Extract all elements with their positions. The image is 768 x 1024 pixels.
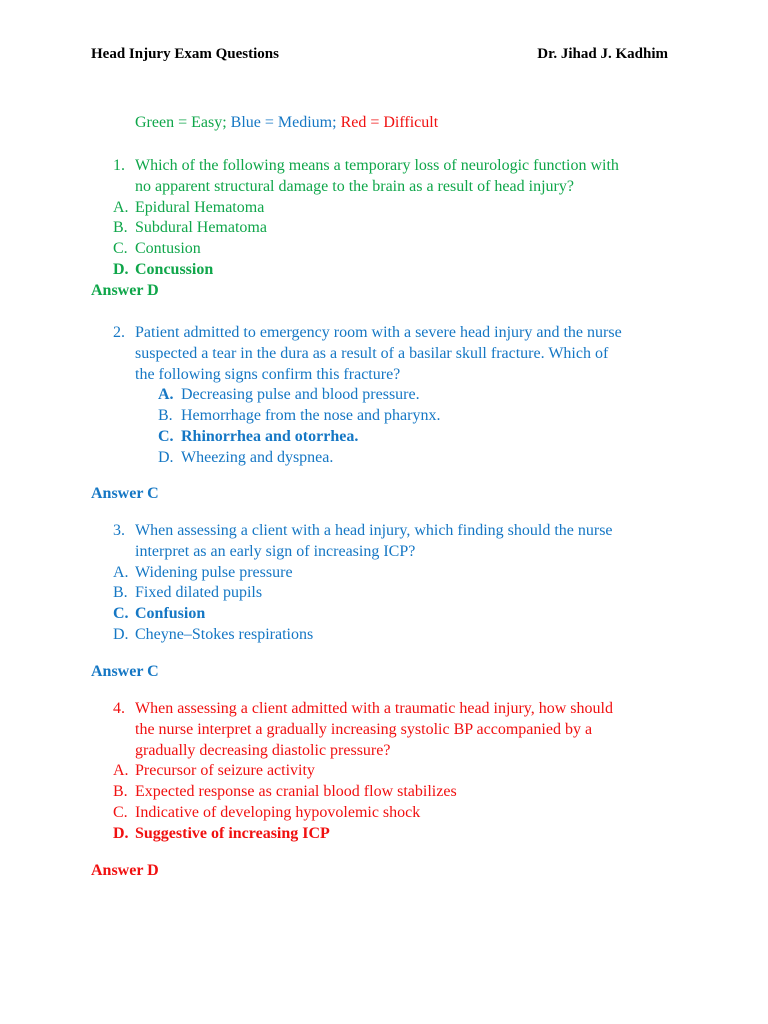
option-text: Cheyne–Stokes respirations — [135, 625, 314, 643]
option-letter: A. — [113, 198, 129, 216]
correct-option-letter: C. — [158, 427, 174, 445]
option-letter: B. — [158, 407, 173, 425]
option-text: Decreasing pulse and blood pressure. — [181, 386, 420, 404]
option-letter: B. — [113, 783, 128, 801]
option-text: Fixed dilated pupils — [135, 584, 263, 602]
correct-option-text: Rhinorrhea and otorrhea. — [181, 427, 359, 445]
question-4 — [91, 699, 691, 845]
option-text: Expected response as cranial blood flow stabilizes — [135, 783, 457, 801]
answer-3: Answer C — [91, 663, 159, 680]
option-text: Widening pulse pressure — [135, 563, 293, 581]
question-text-line: suspected a tear in the dura as a result of a basilar skull fracture. Which of — [135, 344, 609, 362]
question-1 — [91, 156, 691, 281]
option-letter: A. — [113, 762, 129, 780]
option-letter: C. — [113, 803, 128, 821]
question-text-line: Patient admitted to emergency room with a severe head injury and the nurse — [135, 324, 622, 341]
document-author: Dr. Jihad J. Kadhim — [537, 46, 668, 62]
option-text: Contusion — [135, 240, 201, 258]
difficulty-legend — [135, 114, 438, 132]
option-letter: D. — [113, 625, 129, 643]
answer-1: Answer D — [91, 282, 159, 299]
question-text-line: gradually decreasing diastolic pressure? — [135, 741, 391, 759]
correct-option-letter: C. — [113, 605, 129, 623]
option-text: Indicative of developing hypovolemic shock — [135, 803, 421, 821]
question-text-line: When assessing a client admitted with a traumatic head injury, how should — [135, 700, 613, 717]
option-letter: D. — [158, 448, 174, 466]
option-letter: A. — [158, 386, 174, 404]
correct-option-letter: D. — [113, 260, 129, 278]
option-text: Epidural Hematoma — [135, 198, 265, 216]
answer-2: Answer C — [91, 485, 159, 502]
question-text-line: the following signs confirm this fracture? — [135, 365, 401, 383]
question-text-line: the nurse interpret a gradually increasing systolic BP accompanied by a — [135, 720, 593, 738]
correct-option-letter: D. — [113, 824, 129, 842]
question-text-line: interpret as an early sign of increasing ICP? — [135, 542, 416, 560]
correct-option-text: Confusion — [135, 605, 206, 623]
question-number: 3. — [113, 522, 125, 539]
option-text: Wheezing and dyspnea. — [181, 448, 334, 466]
question-text-line: no apparent structural damage to the brain as a result of head injury? — [135, 177, 574, 195]
legend-medium: Blue = Medium; — [230, 114, 337, 131]
question-3 — [91, 521, 691, 646]
question-text-line: When assessing a client with a head injury, which finding should the nurse — [135, 522, 613, 539]
question-number: 2. — [113, 324, 125, 341]
question-number: 1. — [113, 157, 125, 174]
document-title: Head Injury Exam Questions — [91, 46, 279, 62]
option-letter: C. — [113, 240, 128, 258]
option-text: Subdural Hematoma — [135, 219, 267, 237]
correct-option-text: Concussion — [135, 260, 214, 278]
option-letter: B. — [113, 584, 128, 602]
legend-difficult: Red = Difficult — [340, 114, 439, 131]
question-2 — [91, 323, 691, 469]
correct-option-text: Suggestive of increasing ICP — [135, 824, 330, 842]
option-letter: A. — [113, 563, 129, 581]
option-text: Hemorrhage from the nose and pharynx. — [181, 407, 441, 425]
question-number: 4. — [113, 700, 125, 717]
legend-easy: Green = Easy; — [135, 114, 227, 131]
answer-4: Answer D — [91, 862, 159, 879]
question-text-line: Which of the following means a temporary loss of neurologic function with — [135, 157, 619, 174]
option-letter: B. — [113, 219, 128, 237]
option-text: Precursor of seizure activity — [135, 762, 315, 780]
